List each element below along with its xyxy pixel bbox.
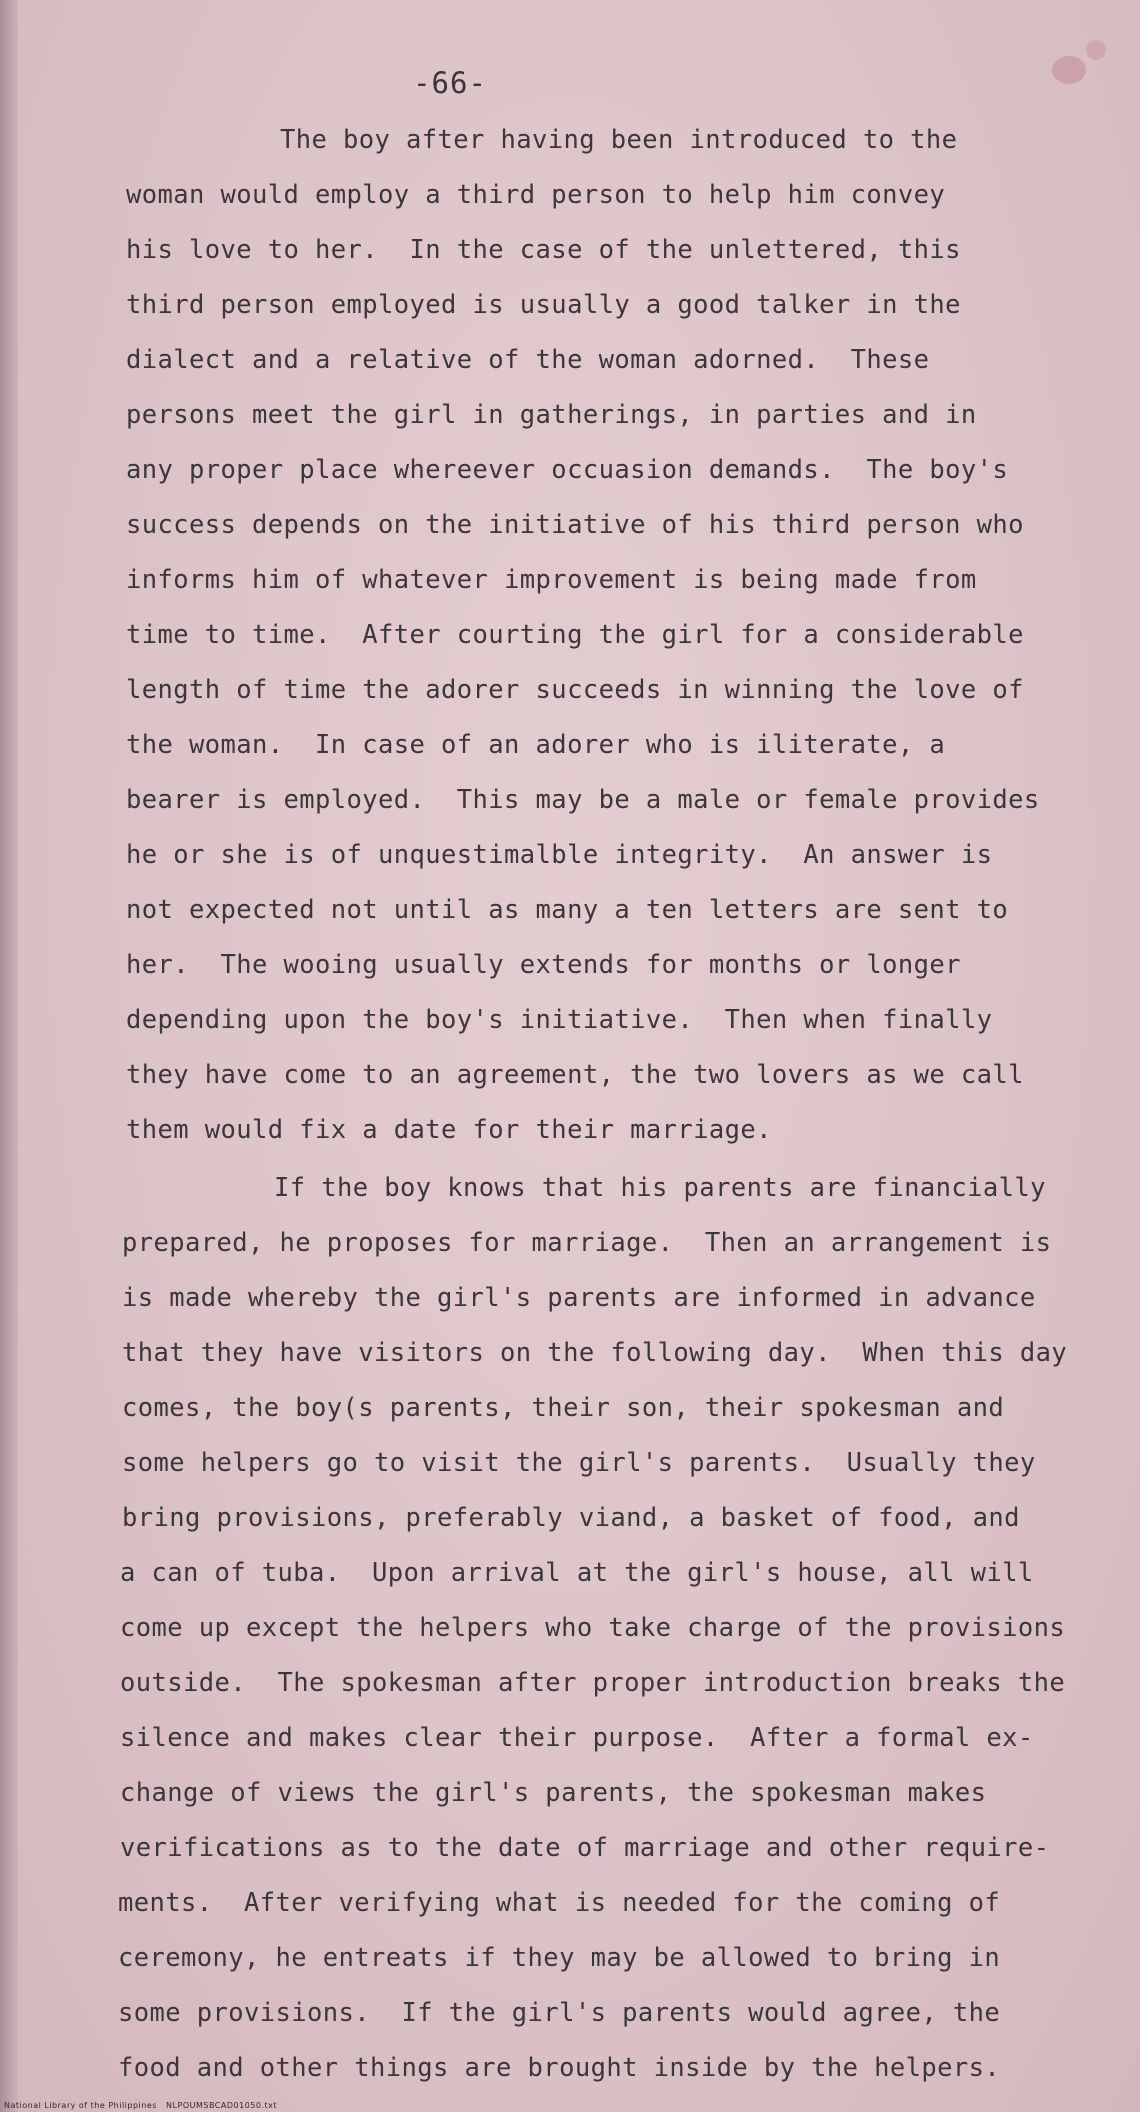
text-line: outside. The spokesman after proper introduction breaks the	[120, 1668, 1066, 1698]
text-line: time to time. After courting the girl for a considerable	[126, 620, 1024, 650]
text-line: third person employed is usually a good talker in the	[126, 290, 961, 320]
text-line: dialect and a relative of the woman adorned. These	[126, 345, 930, 375]
text-line: bearer is employed. This may be a male or female provides	[126, 785, 1040, 815]
text-line: prepared, he proposes for marriage. Then an arrangement is	[122, 1228, 1052, 1258]
text-line: that they have visitors on the following day. When this day	[122, 1338, 1068, 1368]
text-line: If the boy knows that his parents are financially	[274, 1173, 1046, 1203]
text-line: food and other things are brought inside by the helpers.	[118, 2053, 1001, 2083]
text-line: any proper place whereever occuasion demands. The boy's	[126, 455, 1009, 485]
text-line: silence and makes clear their purpose. After a formal ex-	[120, 1723, 1034, 1753]
text-line: depending upon the boy's initiative. Then when finally	[126, 1005, 993, 1035]
text-line: bring provisions, preferably viand, a basket of food, and	[122, 1503, 1020, 1533]
text-line: the woman. In case of an adorer who is iliterate, a	[126, 730, 946, 760]
archive-footer: National Library of the Philippines NLPOUMSBCAD01050.txt	[4, 2101, 278, 2110]
text-line: they have come to an agreement, the two lovers as we call	[126, 1060, 1024, 1090]
text-line: verifications as to the date of marriage and other require-	[120, 1833, 1050, 1863]
text-line: his love to her. In the case of the unlettered, this	[126, 235, 961, 265]
text-line: them would fix a date for their marriage.	[126, 1115, 772, 1145]
text-line: persons meet the girl in gatherings, in parties and in	[126, 400, 977, 430]
text-line: woman would employ a third person to help him convey	[126, 180, 946, 210]
text-line: a can of tuba. Upon arrival at the girl's house, all will	[120, 1558, 1034, 1588]
text-line: change of views the girl's parents, the spokesman makes	[120, 1778, 987, 1808]
text-line: not expected not until as many a ten letters are sent to	[126, 895, 1009, 925]
text-line: some provisions. If the girl's parents would agree, the	[118, 1998, 1001, 2028]
text-line: some helpers go to visit the girl's parents. Usually they	[122, 1448, 1036, 1478]
text-line: length of time the adorer succeeds in winning the love of	[126, 675, 1024, 705]
text-line: her. The wooing usually extends for months or longer	[126, 950, 961, 980]
text-line: ceremony, he entreats if they may be allowed to bring in	[118, 1943, 1001, 1973]
text-line: comes, the boy(s parents, their son, their spokesman and	[122, 1393, 1005, 1423]
text-line: ments. After verifying what is needed for the coming of	[118, 1888, 1001, 1918]
text-line: come up except the helpers who take charge of the provisions	[120, 1613, 1066, 1643]
page-number: -66-	[413, 66, 487, 100]
text-line: The boy after having been introduced to the	[280, 125, 958, 155]
text-line: informs him of whatever improvement is being made from	[126, 565, 977, 595]
text-line: is made whereby the girl's parents are informed in advance	[122, 1283, 1036, 1313]
text-line: he or she is of unquestimalble integrity. An answer is	[126, 840, 993, 870]
text-line: success depends on the initiative of his third person who	[126, 510, 1024, 540]
